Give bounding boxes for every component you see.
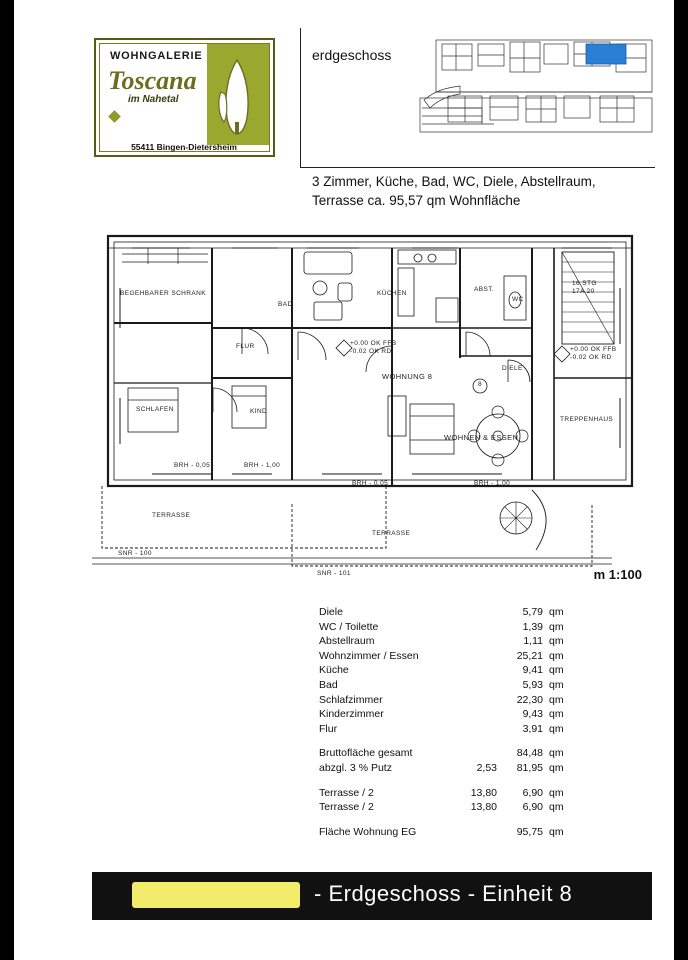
plan-label-kind: KIND xyxy=(250,408,268,415)
floor-label: erdgeschoss xyxy=(312,47,392,63)
area-unit: qm xyxy=(549,786,564,799)
area-value: 9,43 xyxy=(522,708,543,721)
area-name: Schlafzimmer xyxy=(319,693,383,706)
header-divider-horizontal xyxy=(300,167,655,168)
area-unit: qm xyxy=(549,635,564,648)
area-unit: qm xyxy=(549,747,564,760)
area-name: Diele xyxy=(319,606,343,618)
area-value: 22,30 xyxy=(516,693,543,706)
table-row xyxy=(319,621,619,636)
site-key-plan xyxy=(418,38,655,136)
plan-label-terrasse-1: TERRASSE xyxy=(152,512,191,519)
area-value: 1,39 xyxy=(522,620,543,633)
area-unit: qm xyxy=(549,722,564,735)
table-row xyxy=(319,694,619,709)
area-mult: 13,80 xyxy=(470,786,497,799)
footer-banner-text: - Erdgeschoss - Einheit 8 xyxy=(314,881,573,906)
area-name: Bad xyxy=(319,678,338,691)
plan-label-kuechen: KÜCHEN xyxy=(377,290,407,297)
plan-label-wc: WC xyxy=(512,296,524,303)
table-spacer xyxy=(319,777,619,787)
plan-label-snr-100: SNR - 100 xyxy=(118,550,152,557)
plan-label-bad: BAD xyxy=(278,301,293,308)
plan-label-wohnung: WOHNUNG 8 xyxy=(382,372,433,381)
area-value: 5,93 xyxy=(522,678,543,691)
area-value: 6,90 xyxy=(522,786,543,799)
table-row xyxy=(319,635,619,650)
floor-plan xyxy=(92,228,652,586)
area-name: Terrasse / 2 xyxy=(319,801,374,814)
area-value: 6,90 xyxy=(522,801,543,814)
diamond-icon xyxy=(108,110,121,123)
table-spacer xyxy=(319,737,619,747)
unit-description-line2: Terrasse ca. 95,57 qm Wohnfläche xyxy=(312,193,521,208)
area-unit: qm xyxy=(549,825,564,838)
table-row xyxy=(319,723,619,738)
table-row xyxy=(319,664,619,679)
logo-brand-text: Toscana xyxy=(108,66,197,95)
table-row xyxy=(319,679,619,694)
area-value: 84,48 xyxy=(516,747,543,760)
table-row-total xyxy=(319,826,619,841)
plan-label-brh-4: BRH - 1,00 xyxy=(474,480,511,487)
cypress-tree-icon xyxy=(215,58,259,136)
document-header xyxy=(14,0,674,225)
logo-green-panel xyxy=(207,44,269,145)
area-value: 95,75 xyxy=(516,825,543,838)
plan-label-ffb-2: +0.00 OK FFB xyxy=(570,346,617,353)
area-name: Terrasse / 2 xyxy=(319,786,374,799)
plan-label-flur: FLUR xyxy=(236,343,255,350)
area-name: Abstellraum xyxy=(319,635,375,648)
area-name: Küche xyxy=(319,664,349,677)
plan-label-ffb-1: +0.00 OK FFB xyxy=(350,340,397,347)
plan-label-brh-1: BRH - 0,05 xyxy=(174,462,211,469)
area-name: Wohnzimmer / Essen xyxy=(319,649,419,662)
logo-wohngalerie-text: WOHNGALERIE xyxy=(110,50,203,62)
plan-scale-label: m 1:100 xyxy=(593,567,642,582)
area-mult: 13,80 xyxy=(470,801,497,814)
unit-description-line1: 3 Zimmer, Küche, Bad, WC, Diele, Abstellraum, xyxy=(312,174,596,189)
plan-label-stg-rise: 17A 20 xyxy=(572,288,595,295)
footer-banner xyxy=(92,872,652,920)
area-unit: qm xyxy=(549,761,564,774)
area-unit: qm xyxy=(549,649,564,662)
plan-label-rd-1: -0.02 OK RD xyxy=(350,348,392,355)
area-value: 9,41 xyxy=(522,664,543,677)
company-logo xyxy=(94,38,275,157)
area-value: 81,95 xyxy=(516,761,543,774)
document-page xyxy=(14,0,674,960)
plan-label-schrank: BEGEHBARER SCHRANK xyxy=(120,290,206,297)
plan-label-abst: ABST. xyxy=(474,286,495,293)
plan-label-rd-2: -0.02 OK RD xyxy=(570,354,612,361)
plan-label-wohnen-essen: WOHNEN & ESSEN xyxy=(444,433,519,442)
table-row xyxy=(319,787,619,802)
header-divider-vertical xyxy=(300,28,301,168)
area-name: Flur xyxy=(319,722,338,735)
area-name: Bruttofläche gesamt xyxy=(319,747,413,760)
area-unit: qm xyxy=(549,708,564,721)
area-value: 5,79 xyxy=(522,606,543,618)
table-row xyxy=(319,801,619,816)
table-row xyxy=(319,762,619,777)
area-name: Fläche Wohnung EG xyxy=(319,825,417,838)
unit-description xyxy=(312,172,662,210)
area-unit: qm xyxy=(549,678,564,691)
area-name: abzgl. 3 % Putz xyxy=(319,761,392,774)
area-value: 3,91 xyxy=(522,722,543,735)
area-table xyxy=(319,606,619,840)
plan-label-terrasse-2: TERRASSE xyxy=(372,530,411,537)
area-value: 25,21 xyxy=(516,649,543,662)
plan-label-diele: DIELE xyxy=(502,365,523,372)
plan-label-treppenhaus: TREPPENHAUS xyxy=(560,416,614,423)
area-name: WC / Toilette xyxy=(319,620,379,633)
table-row xyxy=(319,606,619,621)
area-value: 1,11 xyxy=(523,635,543,648)
area-unit: qm xyxy=(549,693,564,706)
area-unit: qm xyxy=(549,664,564,677)
area-unit: qm xyxy=(549,606,564,618)
plan-label-unit-number: 8 xyxy=(478,381,483,388)
area-mult: 2,53 xyxy=(476,761,497,774)
logo-subtitle-text: im Nahetal xyxy=(128,94,179,105)
plan-label-snr-101: SNR - 101 xyxy=(317,570,351,577)
area-name: Kinderzimmer xyxy=(319,708,384,721)
plan-label-brh-2: BRH - 1,00 xyxy=(244,462,281,469)
area-unit: qm xyxy=(549,620,564,633)
logo-address-text: 55411 Bingen-Dietersheim xyxy=(131,142,237,152)
plan-label-stg: 16 STG xyxy=(572,280,597,287)
table-spacer xyxy=(319,816,619,826)
plan-label-schlafen: SCHLAFEN xyxy=(136,406,174,413)
plan-label-brh-3: BRH - 0,05 xyxy=(352,480,389,487)
table-row xyxy=(319,708,619,723)
yellow-marker-highlight xyxy=(132,882,300,908)
table-row xyxy=(319,650,619,665)
area-unit: qm xyxy=(549,801,564,814)
table-row xyxy=(319,747,619,762)
